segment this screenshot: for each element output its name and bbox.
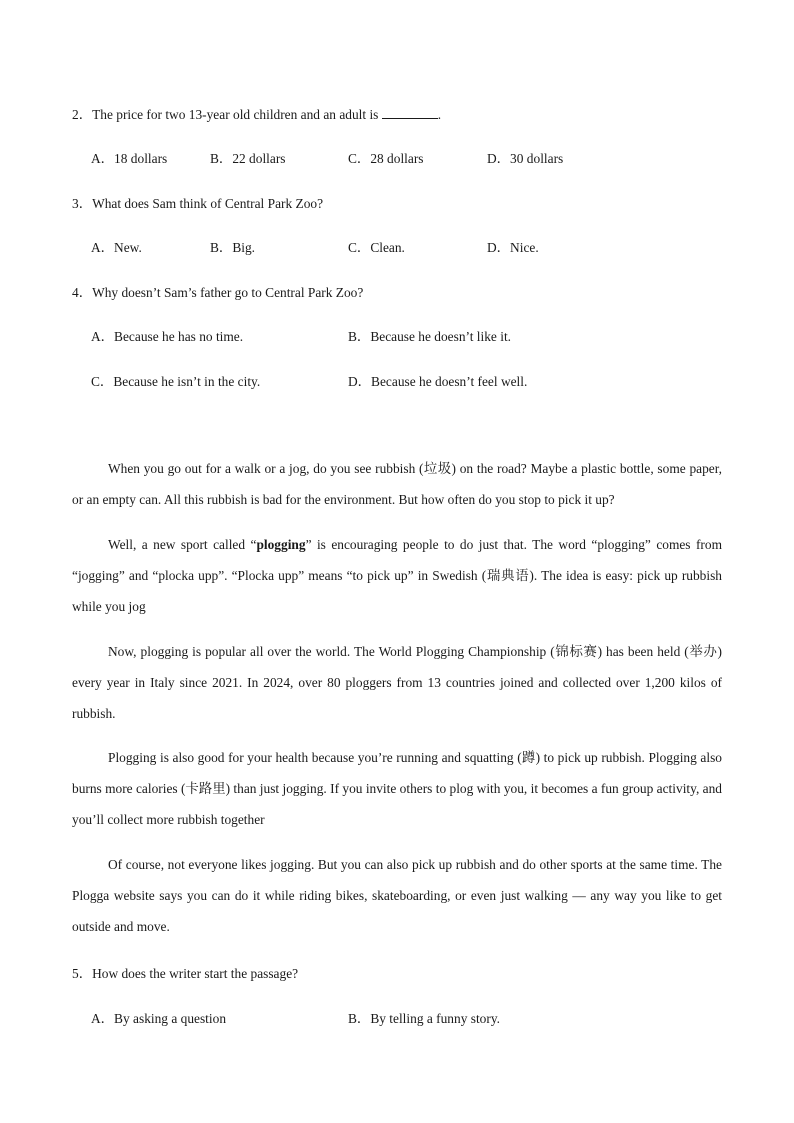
question-3-option-b: B．Big.: [210, 240, 256, 255]
passage-paragraph-1: When you go out for a walk or a jog, do you see rubbish (垃圾) on the road? Maybe a plastic bottle, some paper, or an empty can. All this rubbish is bad for the environment. But how often do you stop to pick it up?: [72, 461, 722, 507]
question-3-option-a: A．New.: [91, 240, 142, 255]
passage-paragraph-4: Plogging is also good for your health because you’re running and squatting (蹲) to pick up rubbish. Plogging also burns more calories (卡路里) than just jogging. If you invite others to plog with you, it becomes a fun group activity, and you’ll collect more rubbish together: [72, 750, 722, 827]
question-3-option-c: C．Clean.: [348, 240, 405, 255]
question-2-option-b: B．22 dollars: [210, 151, 286, 166]
question-2-option-c: C．28 dollars: [348, 151, 424, 166]
paragraph-2-text-rest: ” is encouraging people to do just that. The word “plogging” comes from “jogging” and “plocka upp”. “Plocka upp” means “to pick up” in Swedish (瑞典语). The idea is easy: pick up rubbish while you jog: [72, 537, 722, 614]
question-4-option-b: B．Because he doesn’t like it.: [348, 329, 512, 344]
question-5-stem: 5．How does the writer start the passage?: [72, 966, 299, 981]
question-2-option-a: A．18 dollars: [91, 151, 168, 166]
question-2: [72, 104, 441, 123]
question-2-stem: 2．The price for two 13-year old children and an adult is: [72, 107, 379, 122]
keyword-plogging: plogging: [256, 537, 306, 552]
question-4-option-a: A．Because he has no time.: [91, 329, 244, 344]
question-5-option-b: B．By telling a funny story.: [348, 1011, 500, 1026]
question-4-option-d: D．Because he doesn’t feel well.: [348, 374, 528, 389]
question-3-stem: 3．What does Sam think of Central Park Zoo?: [72, 196, 324, 211]
question-4-option-c: C．Because he isn’t in the city.: [91, 374, 261, 389]
question-3-option-d: D．Nice.: [487, 240, 539, 255]
paragraph-2-text-start: Well, a new sport called “: [108, 537, 257, 552]
passage-paragraph-2: [72, 529, 722, 622]
passage-paragraph-3: Now, plogging is popular all over the world. The World Plogging Championship (锦标赛) has been held (举办) every year in Italy since 2021. In 2024, over 80 ploggers from 13 countries joined and collected over 1,200 kilos of rubbish.: [72, 644, 722, 721]
answer-blank: [382, 107, 438, 119]
passage-paragraph-5: Of course, not everyone likes jogging. But you can also pick up rubbish and do other sports at the same time. The Plogga website says you can do it while riding bikes, skateboarding, or even just walking — any way you like to get outside and move.: [72, 857, 722, 934]
question-5-option-a: A．By asking a question: [91, 1011, 227, 1026]
question-4-stem: 4．Why doesn’t Sam’s father go to Central Park Zoo?: [72, 285, 364, 300]
question-2-stem-end: .: [437, 107, 442, 122]
question-2-option-d: D．30 dollars: [487, 151, 564, 166]
